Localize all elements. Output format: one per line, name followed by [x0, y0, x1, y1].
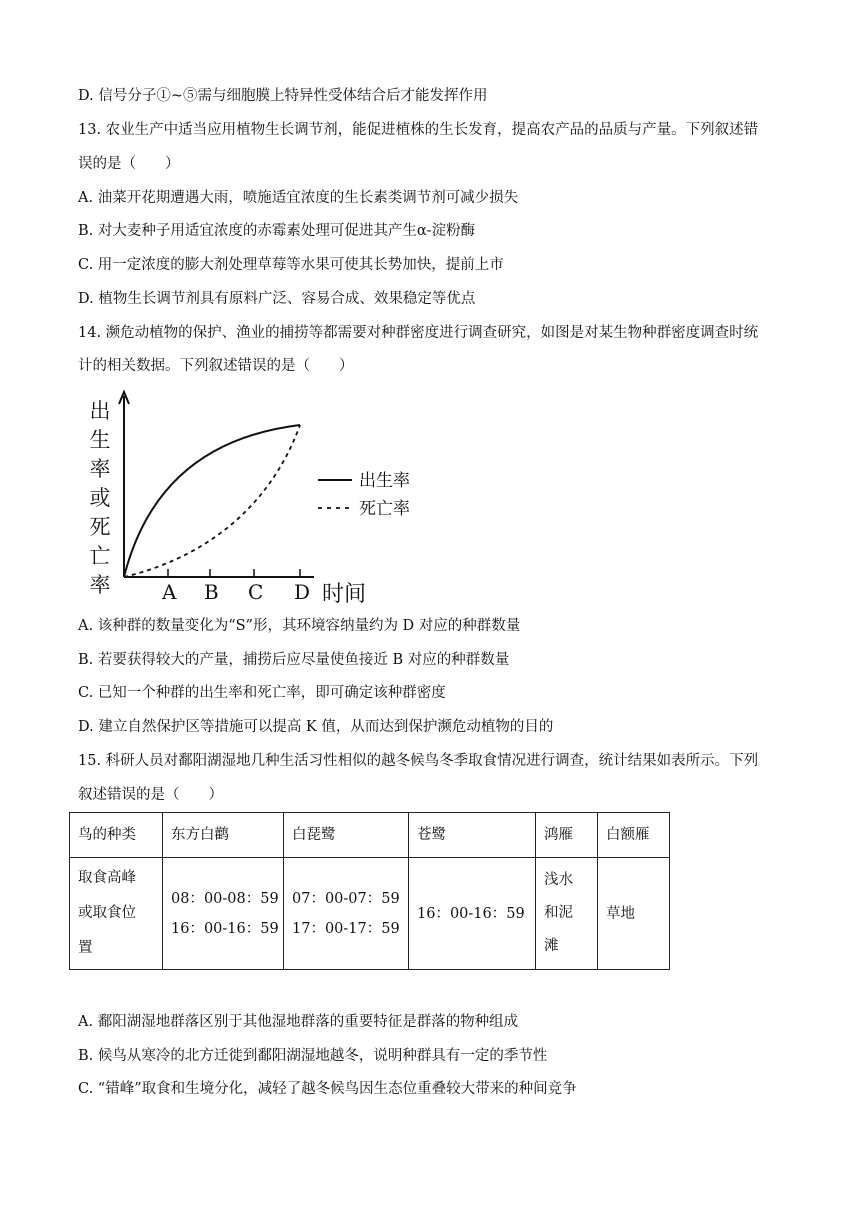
cell-line: 浅水: [544, 872, 573, 888]
table-cell-white-fronted-goose: [598, 858, 670, 970]
y-axis-label-char: 出: [89, 399, 111, 423]
question-13-option-a: A. 油菜开花期遭遇大雨，喷施适宜浓度的生长素类调节剂可减少损失: [78, 190, 519, 206]
question-13-option-b: B. 对大麦种子用适宜浓度的赤霉素处理可促进其产生α-淀粉酶: [78, 223, 476, 239]
cell-line: 16：00-16：59: [417, 905, 525, 922]
table-row: [70, 858, 670, 970]
cell-line: 17：00-17：59: [292, 920, 400, 937]
question-13-option-d: D. 植物生长调节剂具有原料广泛、容易合成、效果稳定等优点: [78, 291, 476, 307]
question-13-stem-line1: 13. 农业生产中适当应用植物生长调节剂，能促进植株的生长发育，提高农产品的品质与产量。下列叙述错: [78, 122, 759, 138]
table-header-cell: 白额雁: [598, 813, 670, 858]
question-15-option-c: C. “错峰”取食和生境分化，减轻了越冬候鸟因生态位重叠较大带来的种间竞争: [78, 1081, 577, 1097]
y-axis-label-char: 生: [89, 428, 111, 452]
question-15-option-b: B. 候鸟从寒冷的北方迁徙到鄱阳湖湿地越冬，说明种群具有一定的季节性: [78, 1048, 548, 1064]
question-15-option-a: A. 鄱阳湖湿地群落区别于其他湿地群落的重要特征是群落的物种组成: [78, 1014, 519, 1030]
cell-line: 08：00-08：59: [171, 890, 279, 907]
question-13-option-c: C. 用一定浓度的膨大剂处理草莓等水果可使其长势加快，提前上市: [78, 257, 504, 273]
table-header-cell: 东方白鹳: [163, 813, 284, 858]
table-row-label-line: 或取食位: [78, 905, 136, 921]
question-12-option-d: D. 信号分子①~⑤需与细胞膜上特异性受体结合后才能发挥作用: [78, 88, 488, 104]
table-header-row: [70, 813, 670, 858]
x-axis-label: 时间: [322, 582, 367, 607]
cell-line: 滩: [544, 938, 559, 954]
x-tick-label: A: [162, 580, 177, 604]
table-row-label-line: 取食高峰: [78, 870, 136, 886]
series-death-rate-line: [124, 425, 300, 577]
table-header-cell: 鸿雁: [536, 813, 598, 858]
y-axis-label-char: 或: [89, 486, 111, 510]
y-axis-label-char: 率: [89, 573, 111, 597]
birth-death-rate-chart: [86, 388, 426, 610]
table-cell-oriental-stork: [163, 858, 284, 970]
table-header-cell: 白琵鹭: [284, 813, 409, 858]
table-cell-swan-goose: [536, 858, 598, 970]
legend-death-rate-label: 死亡率: [359, 499, 410, 519]
x-tick-label: B: [204, 580, 219, 604]
table-cell-spoonbill: [284, 858, 409, 970]
cell-line: 草地: [606, 905, 635, 922]
table-header-cell: 鸟的种类: [70, 813, 163, 858]
table-row-label-line: 置: [78, 940, 93, 956]
table-cell-grey-heron: [409, 858, 536, 970]
table-header-cell: 苍鹭: [409, 813, 536, 858]
table-row-label: [70, 858, 163, 970]
x-tick-label: D: [294, 580, 311, 604]
question-15-stem-line1: 15. 科研人员对鄱阳湖湿地几种生活习性相似的越冬候鸟冬季取食情况进行调查，统计结果如表所示。下列: [78, 753, 759, 769]
y-axis-label-char: 死: [89, 515, 111, 539]
question-14-option-d: D. 建立自然保护区等措施可以提高 K 值，从而达到保护濒危动植物的目的: [78, 719, 554, 735]
cell-line: 07：00-07：59: [292, 890, 400, 907]
bird-feeding-table: [69, 812, 670, 970]
question-14-stem-line2: 计的相关数据。下列叙述错误的是（ ）: [78, 358, 354, 374]
question-14-option-c: C. 已知一个种群的出生率和死亡率，即可确定该种群密度: [78, 685, 446, 701]
y-axis-label-char: 亡: [89, 544, 111, 568]
legend-birth-rate-label: 出生率: [359, 471, 410, 491]
question-13-stem-line2: 误的是（ ）: [78, 156, 180, 172]
x-tick-label: C: [248, 580, 264, 604]
cell-line: 和泥: [544, 905, 573, 921]
question-14-option-a: A. 该种群的数量变化为“S”形，其环境容纳量约为 D 对应的种群数量: [78, 618, 521, 634]
cell-line: 16：00-16：59: [171, 920, 279, 937]
y-axis-label-char: 率: [89, 457, 111, 481]
question-14-option-b: B. 若要获得较大的产量，捕捞后应尽量使鱼接近 B 对应的种群数量: [78, 652, 510, 668]
series-birth-rate-line: [124, 425, 300, 577]
question-14-stem-line1: 14. 濒危动植物的保护、渔业的捕捞等都需要对种群密度进行调查研究，如图是对某生物种群密度调查时统: [78, 325, 759, 341]
question-15-stem-line2: 叙述错误的是（ ）: [78, 787, 223, 803]
